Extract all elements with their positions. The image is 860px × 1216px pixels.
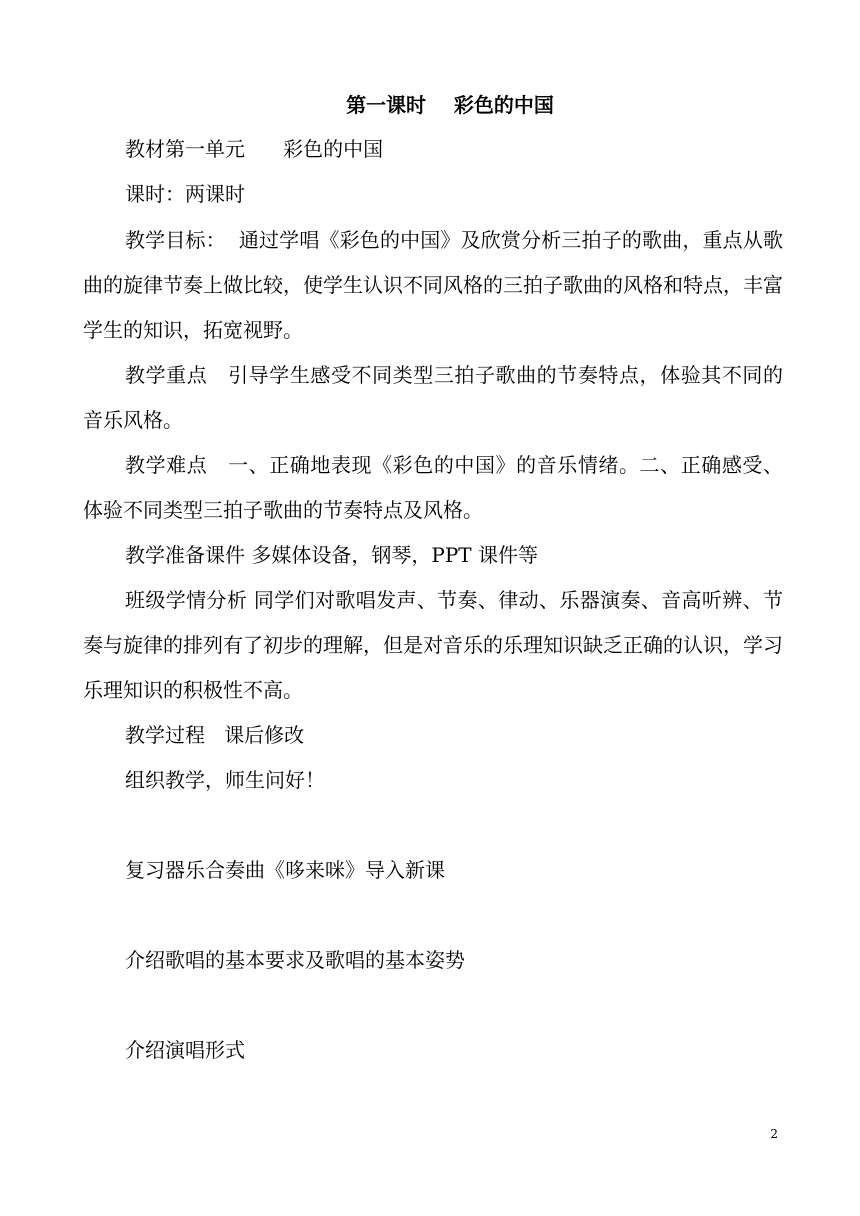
- textbook-unit-line: 教材第一单元 彩色的中国: [125, 137, 384, 161]
- singing-requirements-line: 介绍歌唱的基本要求及歌唱的基本姿势: [125, 948, 465, 972]
- teaching-preparation-line: 教学准备课件 多媒体设备，钢琴，PPT 课件等: [125, 543, 538, 567]
- page-number: 2: [770, 1127, 778, 1141]
- teaching-objectives-paragraph: 教学目标： 通过学唱《彩色的中国》及欣赏分析三拍子的歌曲，重点从歌曲的旋律节奏上做比较，使学生认识不同风格的三拍子歌曲的风格和特点，丰富学生的知识，拓宽视野。: [83, 228, 783, 342]
- teaching-focus-paragraph: 教学重点 引导学生感受不同类型三拍子歌曲的节奏特点，体验其不同的音乐风格。: [83, 363, 783, 432]
- organize-teaching-line: 组织教学，师生问好！: [125, 768, 325, 792]
- lesson-title: 第一课时 彩色的中国: [346, 93, 554, 117]
- performance-forms-line: 介绍演唱形式: [125, 1038, 245, 1062]
- class-analysis-paragraph: 班级学情分析 同学们对歌唱发声、节奏、律动、乐器演奏、音高听辨、节奏与旋律的排列有了初步的理解，但是对音乐的乐理知识缺乏正确的认识，学习乐理知识的积极性不高。: [83, 588, 783, 702]
- teaching-difficulty-paragraph: 教学难点 一、正确地表现《彩色的中国》的音乐情绪。二、正确感受、体验不同类型三拍子歌曲的节奏特点及风格。: [83, 453, 783, 522]
- class-hours-line: 课时：两课时: [125, 182, 245, 206]
- teaching-process-line: 教学过程 课后修改: [125, 723, 305, 747]
- review-ensemble-line: 复习器乐合奏曲《哆来咪》导入新课: [125, 858, 445, 882]
